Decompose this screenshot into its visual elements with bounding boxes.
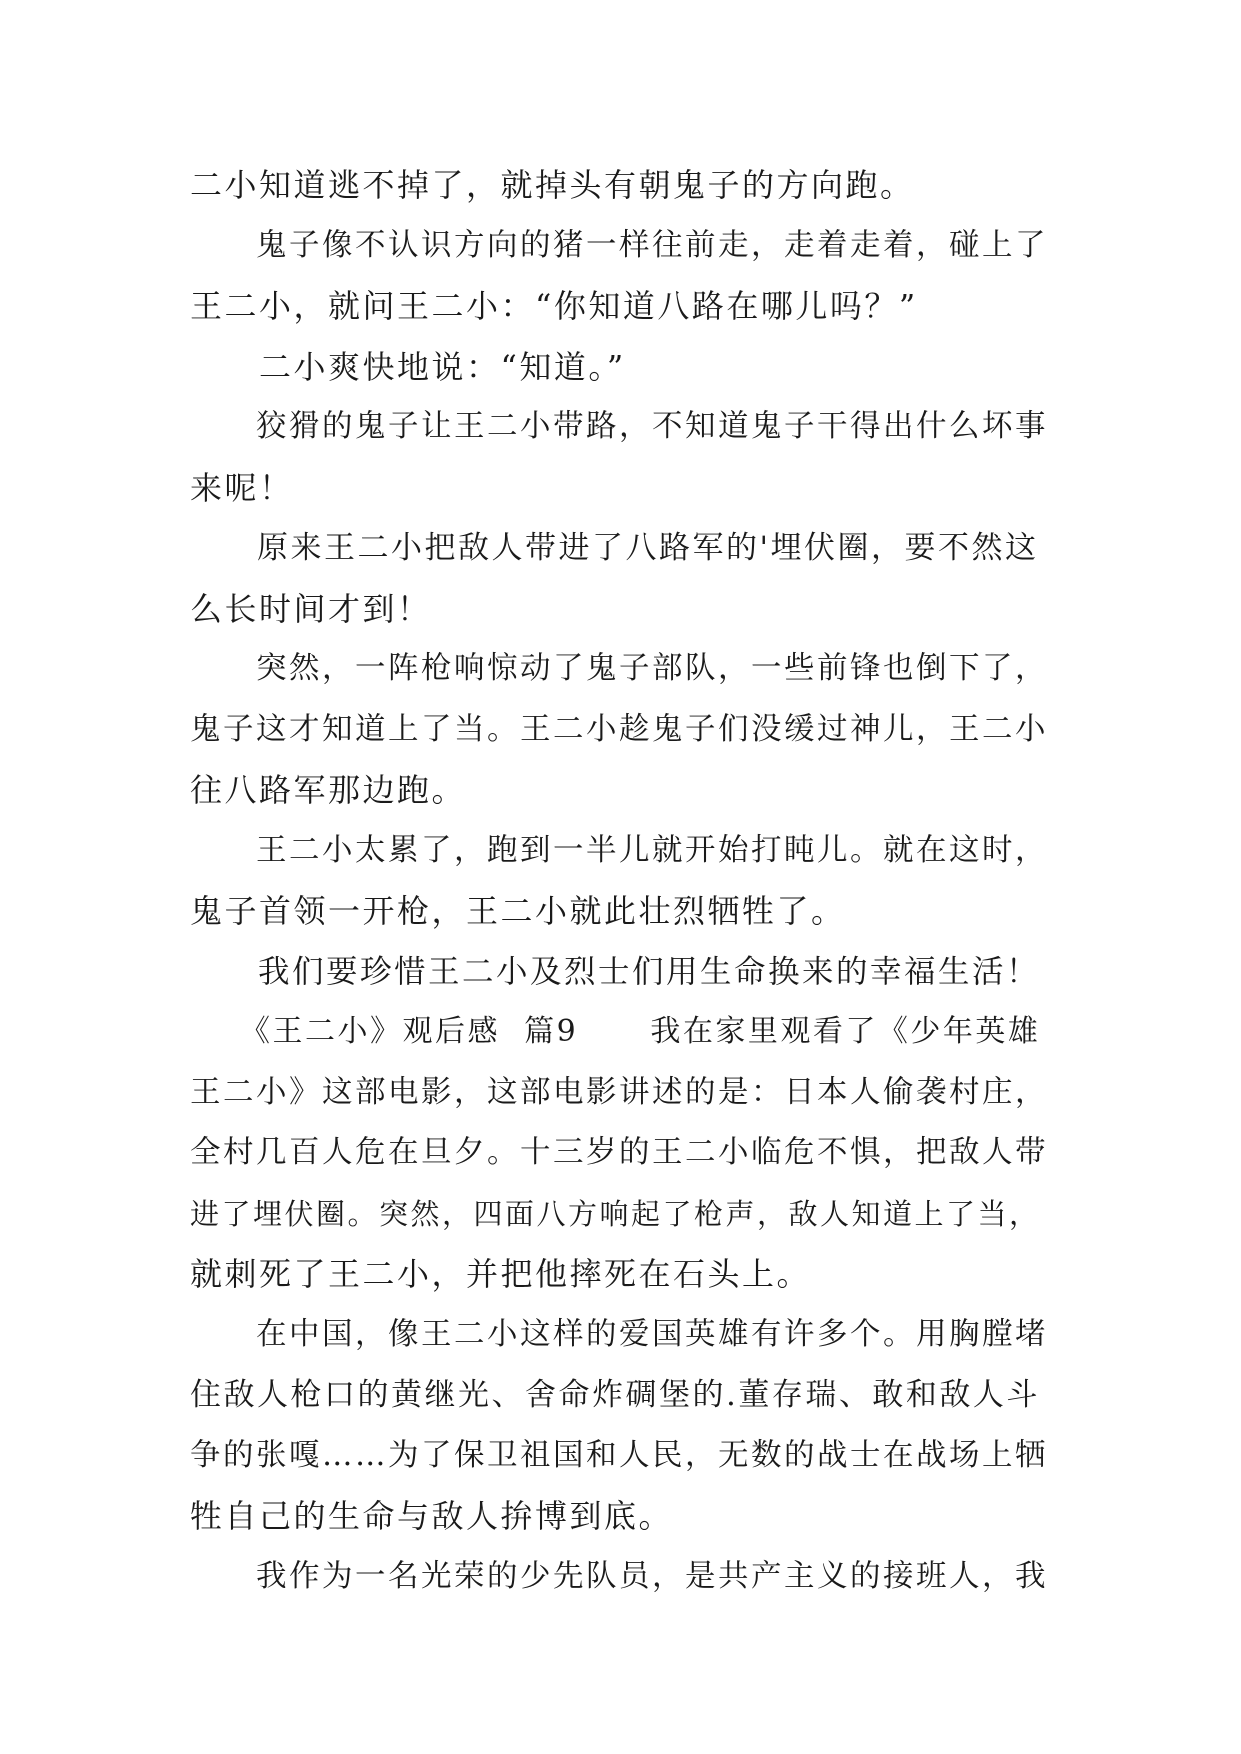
text-line: 王二小，就问王二小：“你知道八路在哪儿吗？” xyxy=(190,287,918,325)
text-line: 鬼子这才知道上了当。王二小趁鬼子们没缓过神儿，王二小 xyxy=(190,711,1048,747)
text-line: 就刺死了王二小，并把他摔死在石头上。 xyxy=(190,1255,812,1293)
text-line: 二小爽快地说：“知道。” xyxy=(190,347,626,386)
text-line: 进了埋伏圈。突然，四面八方响起了枪声，敌人知道上了当， xyxy=(190,1196,1041,1231)
text-line: 来呢！ xyxy=(190,468,294,507)
text-line: 争的张嘎……为了保卫祖国和人民，无数的战士在战场上牺 xyxy=(190,1437,1048,1473)
text-line: 突然，一阵枪响惊动了鬼子部队，一些前锋也倒下了， xyxy=(190,651,1048,686)
text-line: 狡猾的鬼子让王二小带路，不知道鬼子干得出什么坏事 xyxy=(190,409,1048,444)
text-line: 鬼子首领一开枪，王二小就此壮烈牺牲了。 xyxy=(190,892,846,930)
text-line: 我作为一名光荣的少先队员，是共产主义的接班人，我 xyxy=(190,1558,1048,1594)
text-line: 住敌人枪口的黄继光、舍命炸碉堡的.董存瑞、敢和敌人斗 xyxy=(190,1377,1040,1413)
text-line: 二小知道逃不掉了，就掉头有朝鬼子的方向跑。 xyxy=(190,166,915,204)
text-line: 原来王二小把敌人带进了八路军的'埋伏圈，要不然这 xyxy=(190,530,1039,566)
text-line: 在中国，像王二小这样的爱国英雄有许多个。用胸膛堵 xyxy=(190,1316,1048,1352)
article-body xyxy=(190,155,1050,1607)
text-line: 《王二小》观后感 篇9 我在家里观看了《少年英雄 xyxy=(190,1014,1041,1049)
text-line: 往八路军那边跑。 xyxy=(190,771,467,809)
text-line: 么长时间才到！ xyxy=(190,589,432,628)
text-line: 我们要珍惜王二小及烈士们用生命换来的幸福生活！ xyxy=(190,953,1041,990)
text-line: 全村几百人危在旦夕。十三岁的王二小临危不惧，把敌人带 xyxy=(190,1135,1048,1170)
text-line: 王二小太累了，跑到一半儿就开始打盹儿。就在这时， xyxy=(190,832,1048,868)
text-line: 鬼子像不认识方向的猪一样往前走，走着走着，碰上了 xyxy=(190,227,1048,263)
text-line: 牲自己的生命与敌人拚博到底。 xyxy=(190,1497,674,1535)
text-line: 王二小》这部电影，这部电影讲述的是：日本人偷袭村庄， xyxy=(190,1074,1048,1110)
